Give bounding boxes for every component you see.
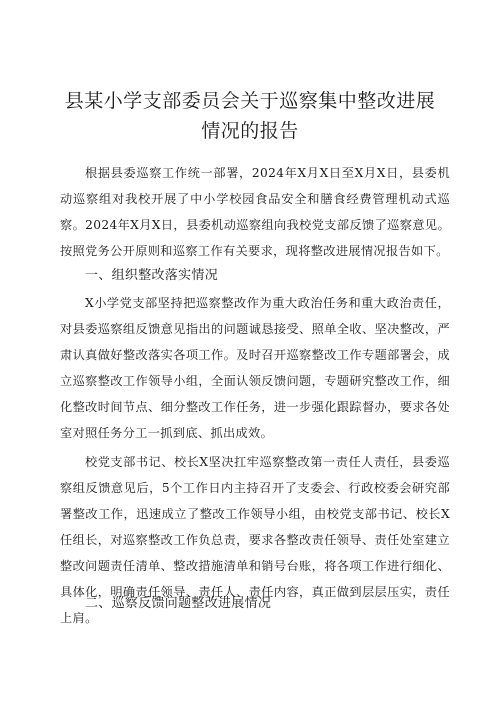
document-title: 县某小学支部委员会关于巡察集中整改进展情况的报告 [64,90,436,142]
section-heading-1: 一、组织整改落实情况 [85,268,219,283]
section-1-paragraph-2: 校党支部书记、校长X坚决扛牢巡察整改第一责任人责任，县委巡察组反馈意见后，5个工作日内主持召开了支委会、行政校委会研究部署整改工作，迅速成立了整改工作领导小组，由校党支部书记、校长X任组长，对巡察整改工作负总责，要求各整改责任领导、责任处室建立整改问题责任清单、整改措施清单和销号台账，将各项工作进行细化、具体化，明确责任领导、责任人、责任内容，真正做到层层压实，责任上肩。 [60,455,450,625]
intro-paragraph: 根据县委巡察工作统一部署，2024年X月X日至X月X日，县委机动巡察组对我校开展了中小学校园食品安全和膳食经费管理机动式巡察。2024年X月X日，县委机动巡察组向我校党支部反馈了巡察意见。按照党务公开原则和巡察工作有关要求，现将整改进展情况报告如下。 [60,166,450,258]
section-1-paragraph-1: X小学党支部坚持把巡察整改作为重大政治任务和重大政治责任，对县委巡察组反馈意见指出的问题诚恳接受、照单全收、坚决整改，严肃认真做好整改落实各项工作。及时召开巡察整改工作专题部署会，成立巡察整改工作领导小组，全面认领反馈问题，专题研究整改工作，细化整改时间节点、细分整改工作任务，进一步强化跟踪督办，要求各处室对照任务分工一抓到底、抓出成效。 [60,296,450,440]
section-heading-2: 二、巡察反馈问题整改进展情况 [85,596,272,611]
